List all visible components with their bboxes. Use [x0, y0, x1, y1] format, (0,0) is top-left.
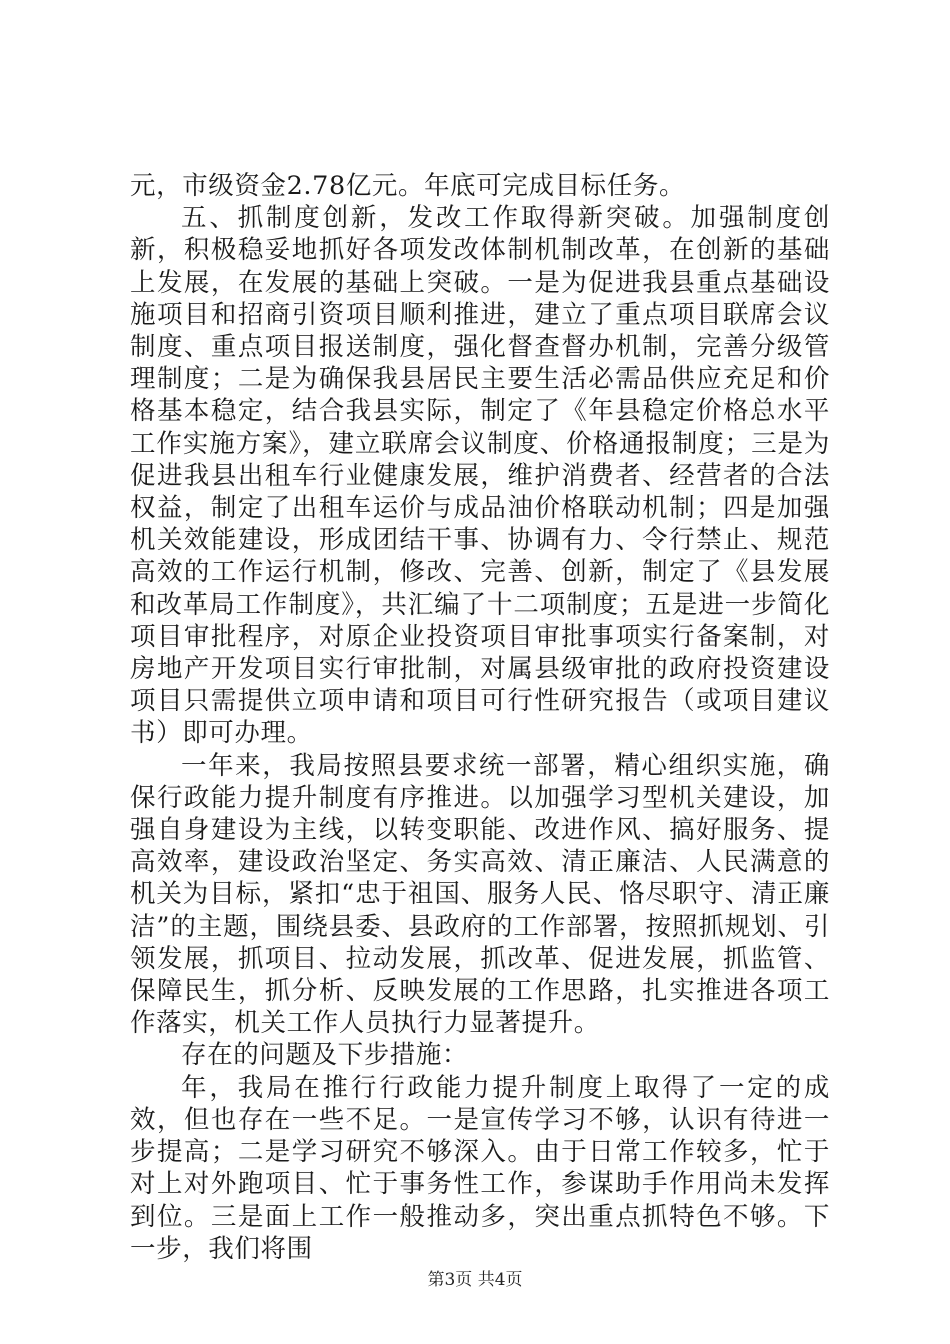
- paragraph-problems-heading: 存在的问题及下步措施：: [181, 1040, 469, 1071]
- paragraph-institutional-innovation: 五、抓制度创新，发改工作取得新突破。加强制度创新，积极稳妥地抓好各项发改体制机制改革，在创新的基础上发展，在发展的基础上突破。一是为促进我县重点基础设施项目和招商引资项目顺利推进，建立了重点项目联席会议制度、重点项目报送制度，强化督查督办机制，完善分级管理制度；二是为确保我县居民主要生活必需品供应充足和价格基本稳定，结合我县实际，制定了《年县稳定价格总水平工作实施方案》，建立联席会议制度、价格通报制度；三是为促进我县出租车行业健康发展，维护消费者、经营者的合法权益，制定了出租车运价与成品油价格联动机制；四是加强机关效能建设，形成团结干事、协调有力、令行禁止、规范高效的工作运行机制，修改、完善、创新，制定了《县发展和改革局工作制度》，共汇编了十二项制度；五是进一步简化项目审批程序，对原企业投资项目审批事项实行备案制，对房地产开发项目实行审批制，对属县级审批的政府投资建设项目只需提供立项申请和项目可行性研究报告（或项目建议书）即可办理。: [130, 203, 830, 749]
- paragraph-continuation: 元，市级资金2.78亿元。年底可完成目标任务。: [130, 171, 686, 201]
- paragraph-problems-body: 年，我局在推行行政能力提升制度上取得了一定的成效，但也存在一些不足。一是宣传学习不够，认识有待进一步提高；二是学习研究不够深入。由于日常工作较多，忙于对上对外跑项目、忙于事务性工作，参谋助手作用尚未发挥到位。三是面上工作一般推动多，突出重点抓特色不够。下一步，我们将围: [130, 1072, 830, 1264]
- document-body: [130, 170, 830, 1265]
- paragraph-year-summary: 一年来，我局按照县要求统一部署，精心组织实施，确保行政能力提升制度有序推进。以加强学习型机关建设，加强自身建设为主线，以转变职能、改进作风、搞好服务、提高效率，建设政治坚定、务实高效、清正廉洁、人民满意的机关为目标，紧扣“忠于祖国、服务人民、恪尽职守、清正廉洁”的主题，围绕县委、县政府的工作部署，按照抓规划、引领发展，抓项目、拉动发展，抓改革、促进发展，抓监管、保障民生，抓分析、反映发展的工作思路，扎实推进各项工作落实，机关工作人员执行力显著提升。: [130, 750, 830, 1039]
- page-number: 第3页 共4页: [427, 1270, 523, 1290]
